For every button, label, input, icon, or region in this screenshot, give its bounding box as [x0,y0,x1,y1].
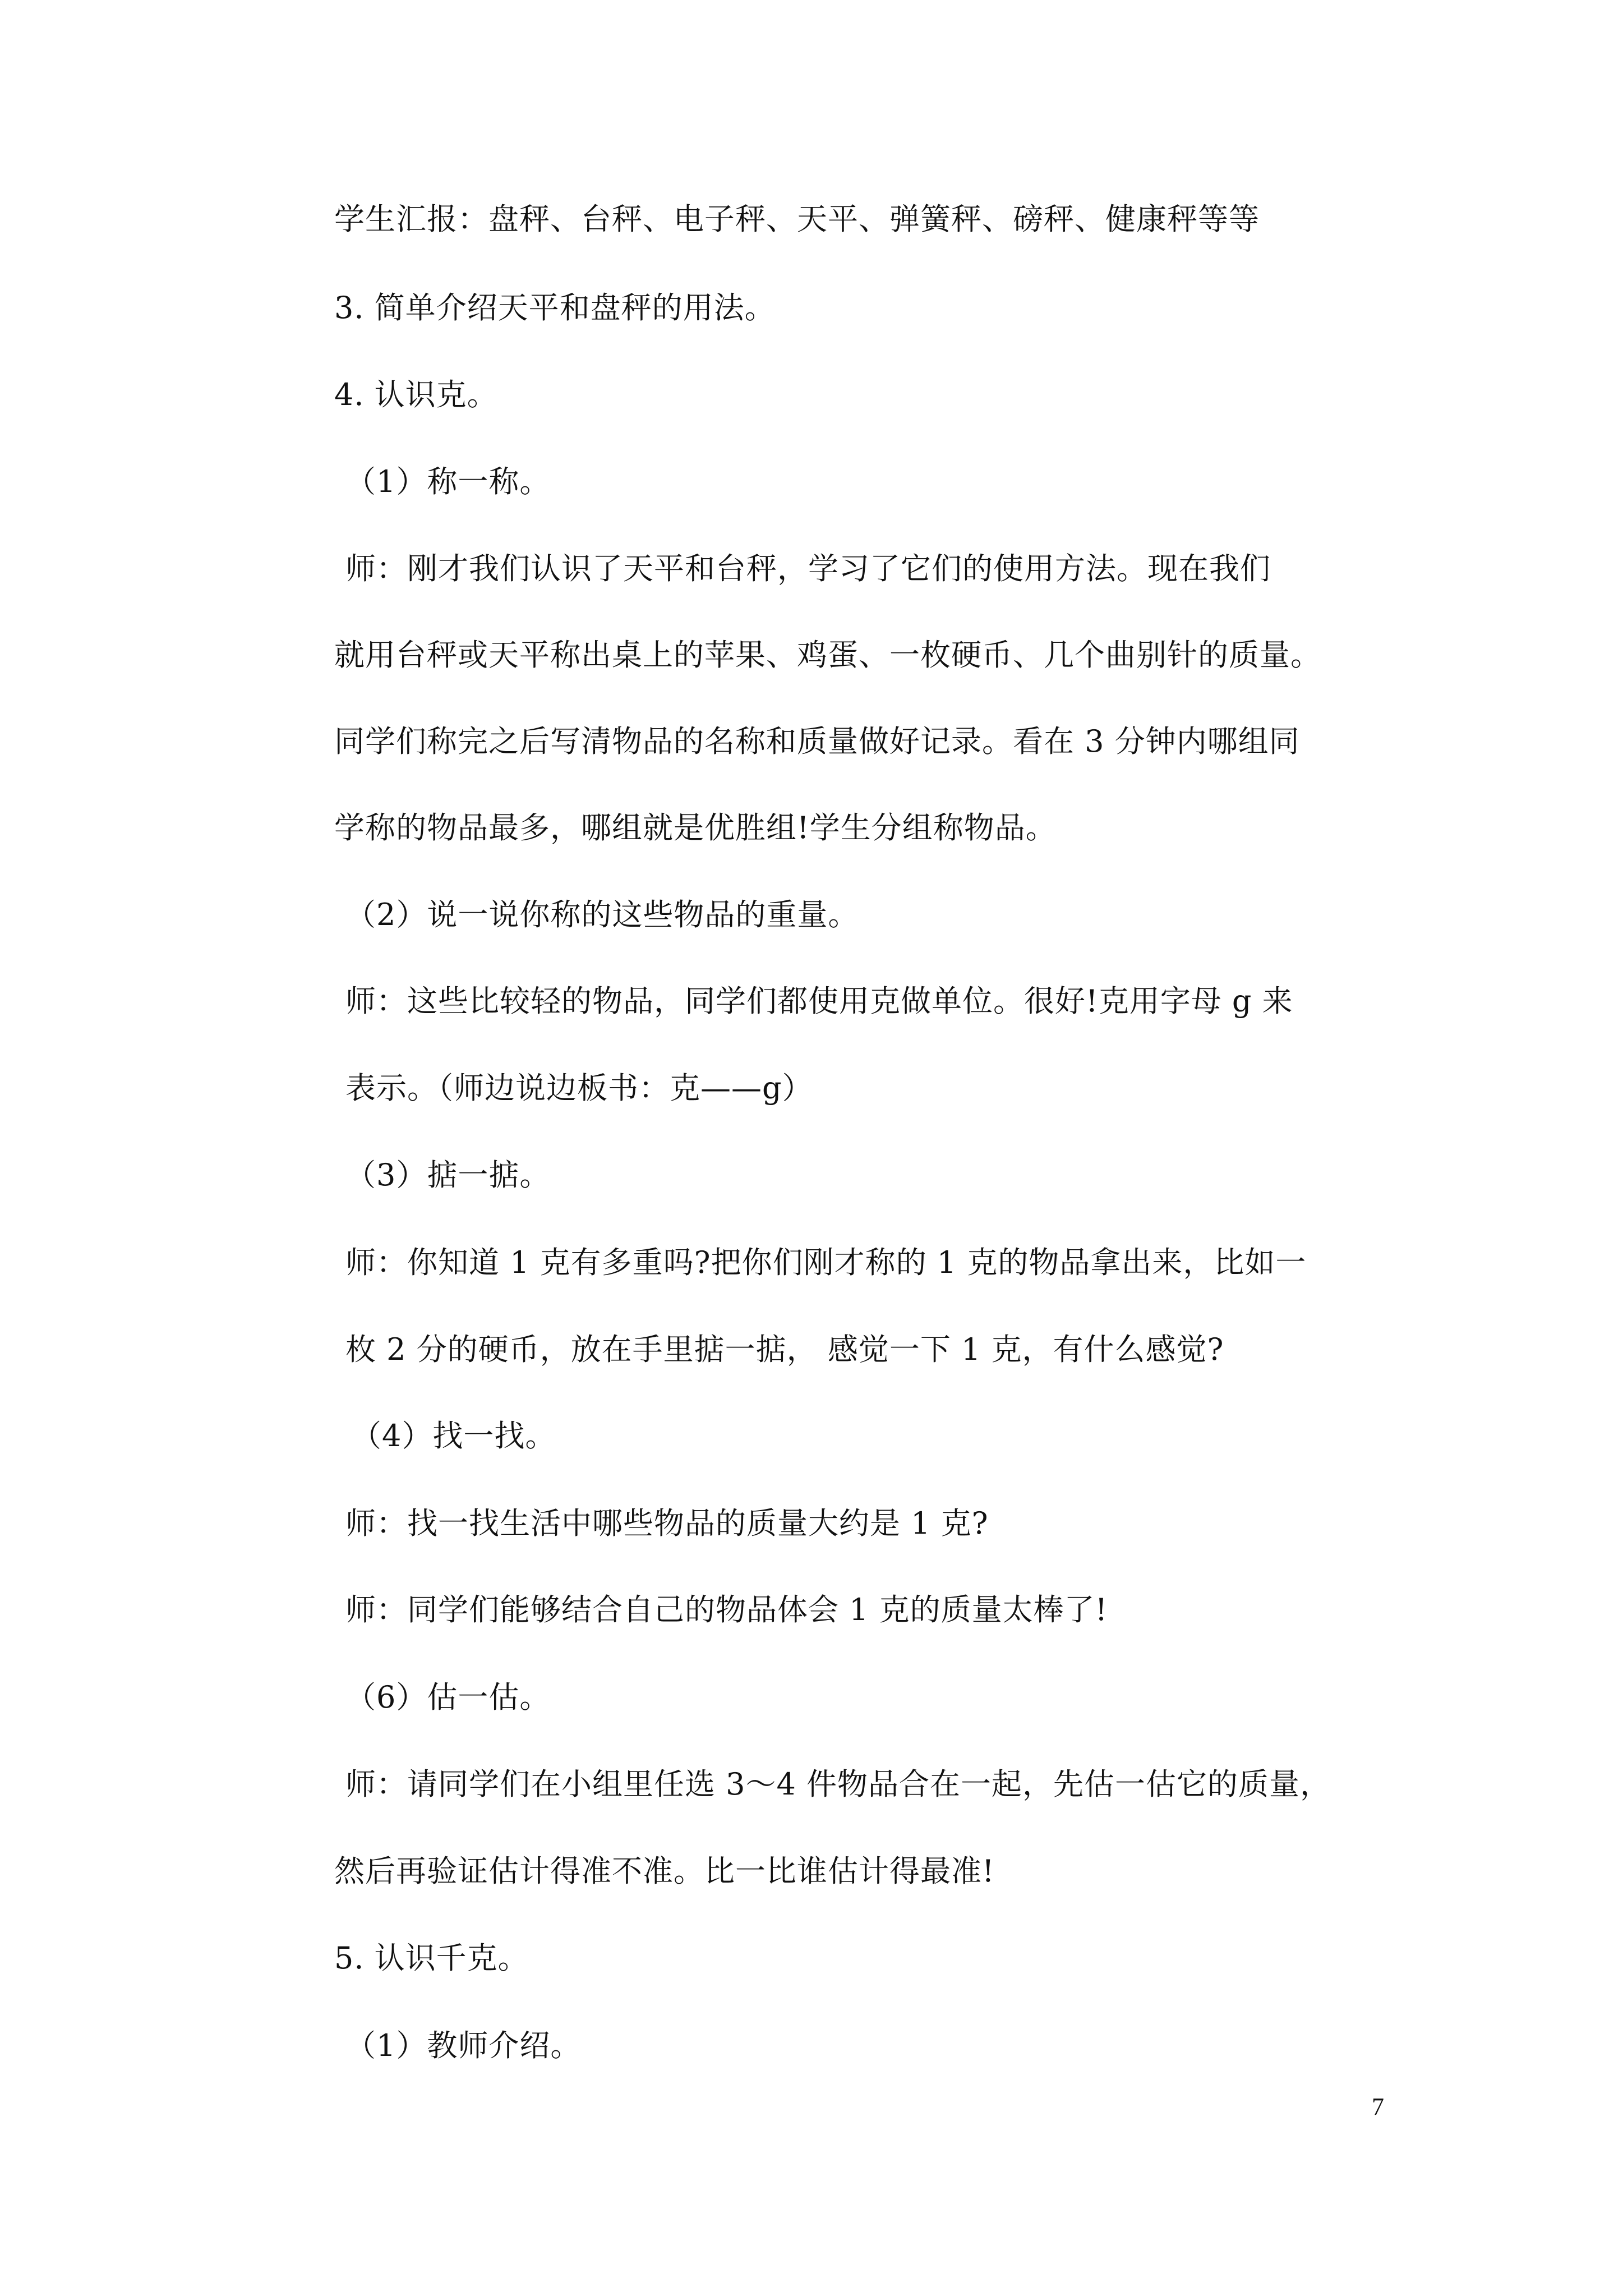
paragraph-line: 师：找一找生活中哪些物品的质量大约是 1 克? [345,1506,989,1541]
paragraph-line: 师：刚才我们认识了天平和台秤，学习了它们的使用方法。现在我们 [345,551,1271,586]
paragraph-line: 师：你知道 1 克有多重吗?把你们刚才称的 1 克的物品拿出来，比如一 [345,1245,1307,1280]
subsection-heading: （1）教师介绍。 [345,2028,582,2063]
paragraph-line: 师：请同学们在小组里任选 3～4 件物品合在一起，先估一估它的质量， [345,1766,1331,1802]
paragraph-line: 就用台秤或天平称出桌上的苹果、鸡蛋、一枚硬币、几个曲别针的质量。 [334,637,1321,673]
paragraph-line: 学生汇报：盘秤、台秤、电子秤、天平、弹簧秤、磅秤、健康秤等等 [334,201,1260,237]
paragraph-line: 同学们称完之后写清物品的名称和质量做好记录。看在 3 分钟内哪组同 [334,724,1300,759]
section-heading: 3. 简单介绍天平和盘秤的用法。 [334,290,776,325]
paragraph-line: 师：这些比较轻的物品，同学们都使用克做单位。很好!克用字母 g 来 [345,983,1293,1019]
page-number: 7 [1372,2093,1384,2120]
paragraph-line: 表示。（师边说边板书：克——g） [345,1070,813,1106]
paragraph-line: 然后再验证估计得准不准。比一比谁估计得最准! [334,1853,995,1889]
subsection-heading: （1）称一称。 [345,464,551,499]
section-heading: 5. 认识千克。 [334,1940,529,1976]
paragraph-line: 枚 2 分的硬币，放在手里掂一掂， 感觉一下 1 克，有什么感觉? [345,1332,1224,1367]
paragraph-line: 学称的物品最多，哪组就是优胜组!学生分组称物品。 [334,810,1057,845]
subsection-heading: （6）估一估。 [345,1680,551,1715]
section-heading: 4. 认识克。 [334,377,498,412]
subsection-heading: （4）找一找。 [351,1418,556,1453]
subsection-heading: （2）说一说你称的这些物品的重量。 [345,897,859,932]
subsection-heading: （3）掂一掂。 [345,1157,551,1193]
paragraph-line: 师：同学们能够结合自己的物品体会 1 克的质量太棒了! [345,1592,1108,1627]
